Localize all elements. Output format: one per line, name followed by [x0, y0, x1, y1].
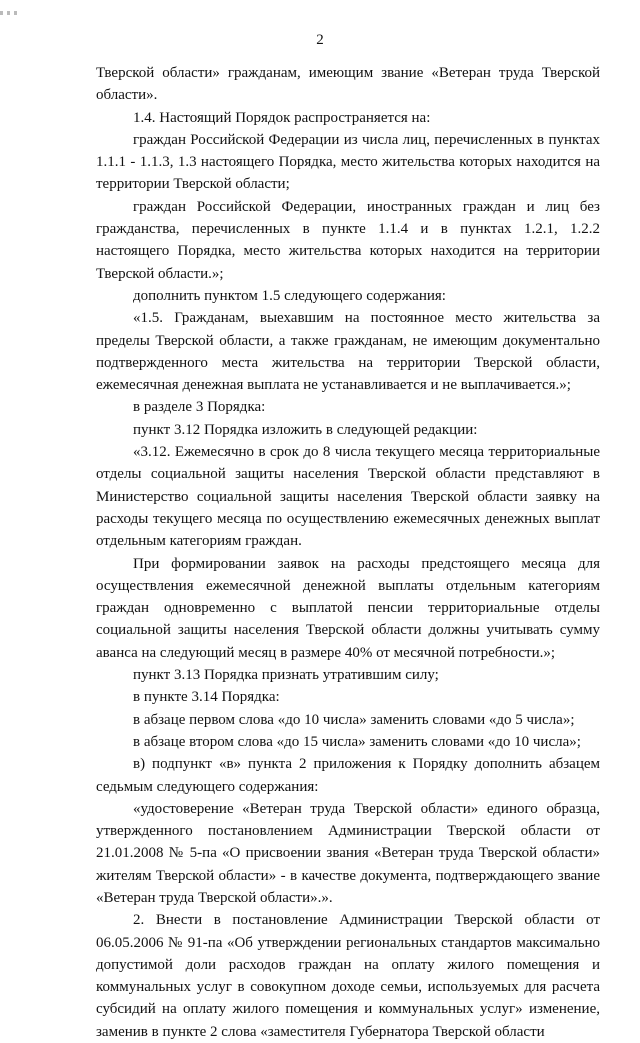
paragraph: в разделе 3 Порядка: — [133, 399, 266, 416]
paragraph: в пункте 3.14 Порядка: — [133, 689, 280, 706]
paragraph: пункт 3.13 Порядка признать утратившим силу; — [133, 667, 439, 684]
paragraph: в абзаце первом слова «до 10 числа» заменить словами «до 5 числа»; — [133, 711, 575, 728]
paragraph: При формировании заявок на расходы предстоящего месяца для осуществления ежемесячной денежной выплаты отдельным категориям граждан одновременно с выплатой пенсии территориальные отделы социальной защиты населения Тверской области должны учитывать сумму аванса на следующий месяц в размере 40% от месячной потребности.»; — [96, 555, 600, 661]
page-number: 2 — [316, 32, 324, 48]
paragraph: «3.12. Ежемесячно в срок до 8 числа текущего месяца территориальные отделы социальной защиты населения Тверской области представляют в Министерство социальной защиты населения Тверской области заявку на расходы текущего месяца по осуществлению ежемесячных денежных выплат отдельным категориям граждан. — [96, 444, 600, 550]
paragraph: «1.5. Гражданам, выехавшим на постоянное место жительства за пределы Тверской области, а также гражданам, не имеющим документально подтвержденного места жительства на территории Тверской области, ежемесячная денежная выплата не устанавливается и не выплачивается.»; — [96, 310, 600, 394]
document-body — [96, 62, 600, 1043]
paragraph: граждан Российской Федерации из числа лиц, перечисленных в пунктах 1.1.1 - 1.1.3, 1.3 настоящего Порядка, место жительства которых находится на территории Тверской области; — [96, 131, 600, 193]
paragraph: граждан Российской Федерации, иностранных граждан и лиц без гражданства, перечисленных в пункте 1.1.4 и в пунктах 1.2.1, 1.2.2 настоящего Порядка, место жительства которых находится на территории Тверской области.»; — [96, 198, 600, 282]
paragraph: в абзаце втором слова «до 15 числа» заменить словами «до 10 числа»; — [133, 733, 581, 750]
paragraph: Тверской области» гражданам, имеющим звание «Ветеран труда Тверской области». — [96, 65, 600, 104]
scan-artifact — [0, 0, 60, 6]
paragraph: «удостоверение «Ветеран труда Тверской области» единого образца, утвержденного постановлением Администрации Тверской области от 21.01.2008 № 5-па «О присвоении звания «Ветеран труда Тверской области» жителям Тверской области» - в качестве документа, подтверждающего звание «Ветеран труда Тверской области».». — [96, 800, 600, 906]
paragraph: 2. Внести в постановление Администрации Тверской области от 06.05.2006 № 91-па «Об утверждении региональных стандартов максимально допустимой доли расходов граждан на оплату жилого помещения и коммунальных услуг в совокупном доходе семьи, используемых для расчета субсидий на оплату жилого помещения и коммунальных услуг» изменение, заменив в пункте 2 слова «заместителя Губернатора Тверской области — [96, 912, 600, 1040]
paragraph: дополнить пунктом 1.5 следующего содержания: — [133, 287, 446, 304]
paragraph: пункт 3.12 Порядка изложить в следующей редакции: — [133, 421, 478, 438]
paragraph: 1.4. Настоящий Порядок распространяется на: — [133, 109, 431, 126]
paragraph: в) подпункт «в» пункта 2 приложения к Порядку дополнить абзацем седьмым следующего содержания: — [96, 756, 600, 795]
